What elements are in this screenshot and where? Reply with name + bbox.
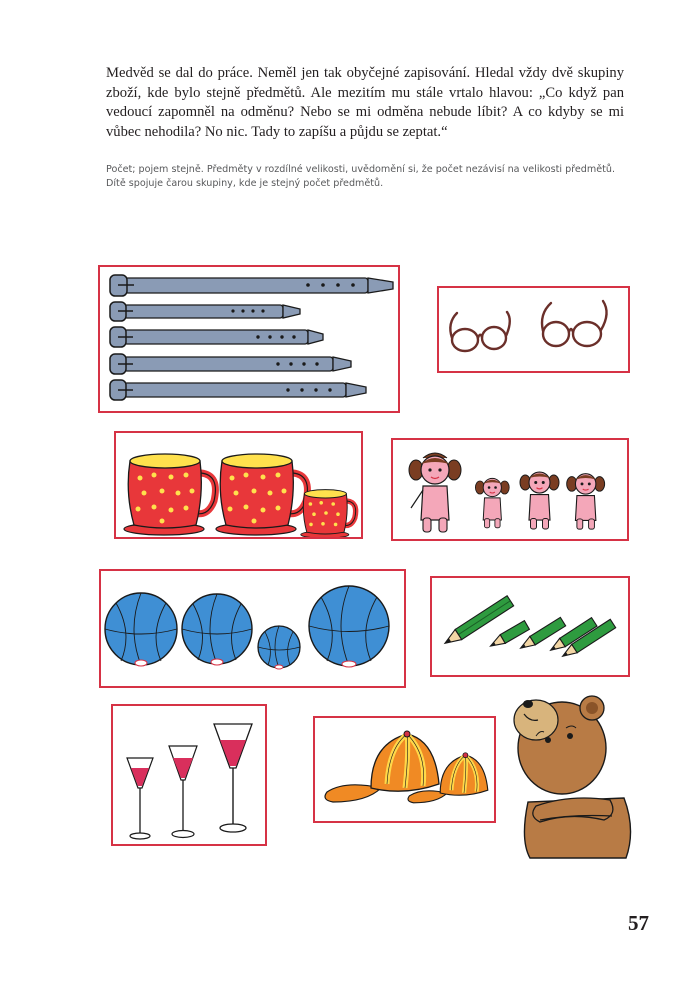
story-text — [106, 64, 624, 142]
wine-glass — [214, 724, 252, 832]
mugs-illustration — [116, 433, 363, 539]
note-paragraph: Počet; pojem stejně. Předměty v rozdílné velikosti, uvědomění si, že počet nezávisí na velikosti předmětů. Dítě spojuje čarou skupiny, kde je stejný počet předmětů. — [106, 164, 616, 189]
eyeglasses — [450, 312, 509, 351]
bear-illustration — [500, 690, 640, 860]
eyeglasses — [542, 301, 607, 346]
belt — [110, 275, 393, 296]
mug — [216, 454, 307, 535]
glasses-illustration — [439, 288, 630, 373]
ball — [105, 593, 177, 666]
pencils-illustration — [432, 578, 630, 677]
page-number: 57 — [628, 911, 649, 935]
dolls-illustration — [393, 440, 629, 541]
group-dolls[interactable] — [391, 438, 629, 541]
group-pencils[interactable] — [430, 576, 630, 677]
ball — [182, 594, 252, 665]
wine-glass — [169, 746, 197, 838]
group-mugs[interactable] — [114, 431, 363, 539]
doll — [409, 453, 461, 532]
mug — [124, 454, 215, 535]
group-caps[interactable] — [313, 716, 496, 823]
teacher-note — [106, 163, 636, 191]
belt — [110, 327, 323, 347]
wine-glass — [127, 758, 153, 839]
group-belts[interactable] — [98, 265, 400, 413]
wine-glasses-illustration — [113, 706, 267, 846]
group-glasses[interactable] — [437, 286, 630, 373]
group-wine-glasses[interactable] — [111, 704, 267, 846]
belt — [110, 302, 300, 321]
ball — [309, 586, 389, 667]
doll — [475, 478, 509, 527]
caps-illustration — [315, 718, 496, 823]
balls-illustration — [101, 571, 406, 688]
belts-illustration — [100, 267, 400, 413]
mug — [301, 490, 356, 539]
ball — [258, 626, 300, 669]
belt — [110, 380, 366, 400]
story-paragraph: Medvěd se dal do práce. Neměl jen tak obyčejné zapisování. Hledal vždy dvě skupiny zboží, kde bylo stejně předmětů. Ale mezitím mu stále vrtalo hlavou: „Co když pan vedoucí zapomněl na odměnu? Nebo se mi odměna nebude líbit? A co kdyby se mi vůbec nehodila? No nic. Tady to zapíšu a půjdu se zeptat.“ — [106, 65, 624, 140]
doll — [520, 472, 559, 529]
belt — [110, 354, 351, 374]
group-balls[interactable] — [99, 569, 406, 688]
doll — [567, 474, 605, 529]
